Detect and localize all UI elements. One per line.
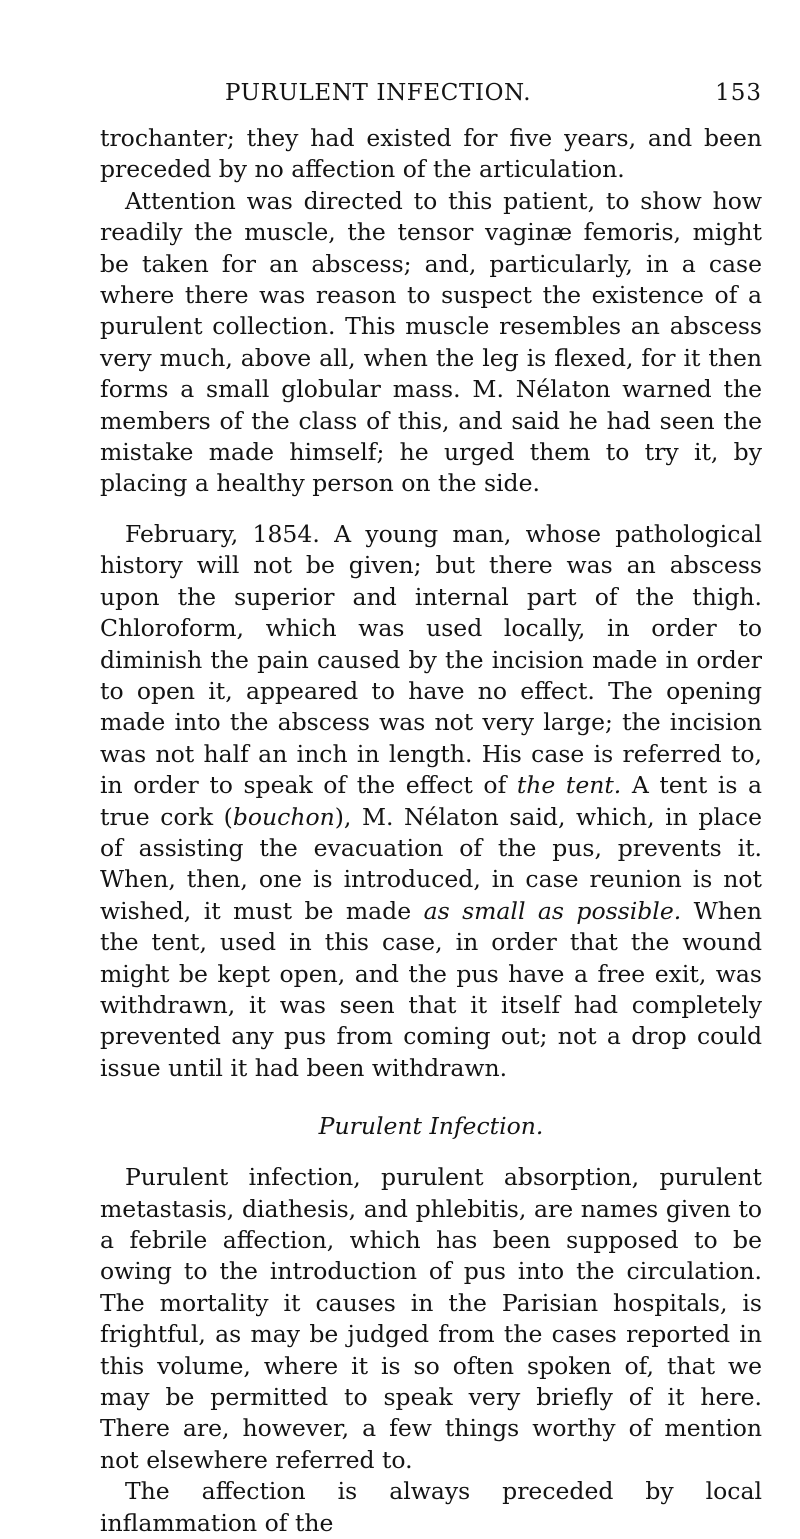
paragraph-february-case [100,519,762,1084]
page-number: 153 [715,80,762,106]
italic-run: the tent. [516,771,622,800]
section-heading: Purulent Infection. [318,1112,544,1141]
running-head [100,80,762,110]
paragraph-affection: The affection is always preceded by local inflammation of the [100,1477,762,1537]
text-run: ), M. Nélaton said, which, in place of assisting the evacuation of the pus, prevents it. When, then, one is introduced, in case reunion is not wished, it must be made [100,802,762,925]
body-text [100,123,762,1539]
text-run: When the tent, used in this case, in order that the wound might be kept open, and the pus have a free exit, was withdrawn, it was seen that it itself had completely prevented any pus from coming out; not a drop could issue until it had been withdrawn. [100,896,762,1082]
italic-run: bouchon [232,802,335,831]
italic-run: as small as possible. [423,896,682,925]
paragraph-purulent-infection: Purulent infection, purulent absorption, purulent metastasis, diathesis, and phlebitis, are names given to a febrile affection, which has been supposed to be owing to the introduction of pus into the circulation. The mortality it causes in the Parisian hospitals, is frightful, as may be judged from the cases reported in this volume, where it is so often spoken of, that we may be permitted to speak very briefly of it here. There are, however, a few things worthy of mention not elsewhere referred to. [100,1163,762,1474]
text-run: February, 1854. A young man, whose pathological history will not be given; but there was an abscess upon the superior and internal part of the thigh. Chloroform, which was used locally, in order to diminish the pain caused by the incision made in order to open it, appeared to have no effect. The opening made into the abscess was not very large; the incision was not half an inch in length. His case is referred to, in order to speak of the effect of [100,519,762,800]
paragraph-continued: trochanter; they had existed for five years, and been preceded by no affection of the articulation. [100,124,762,184]
paragraph-tensor-muscle: Attention was directed to this patient, to show how readily the muscle, the tensor vaginæ femoris, might be taken for an abscess; and, particularly, in a case where there was reason to suspect the existence of a purulent collection. This muscle resembles an abscess very much, above all, when the leg is flexed, for it then forms a small globular mass. M. Nélaton warned the members of the class of this, and said he had seen the mistake made himself; he urged them to try it, by placing a healthy person on the side. [100,186,762,498]
running-title: PURULENT INFECTION. [225,80,532,106]
text-run: A tent is a true cork ( [100,771,762,831]
